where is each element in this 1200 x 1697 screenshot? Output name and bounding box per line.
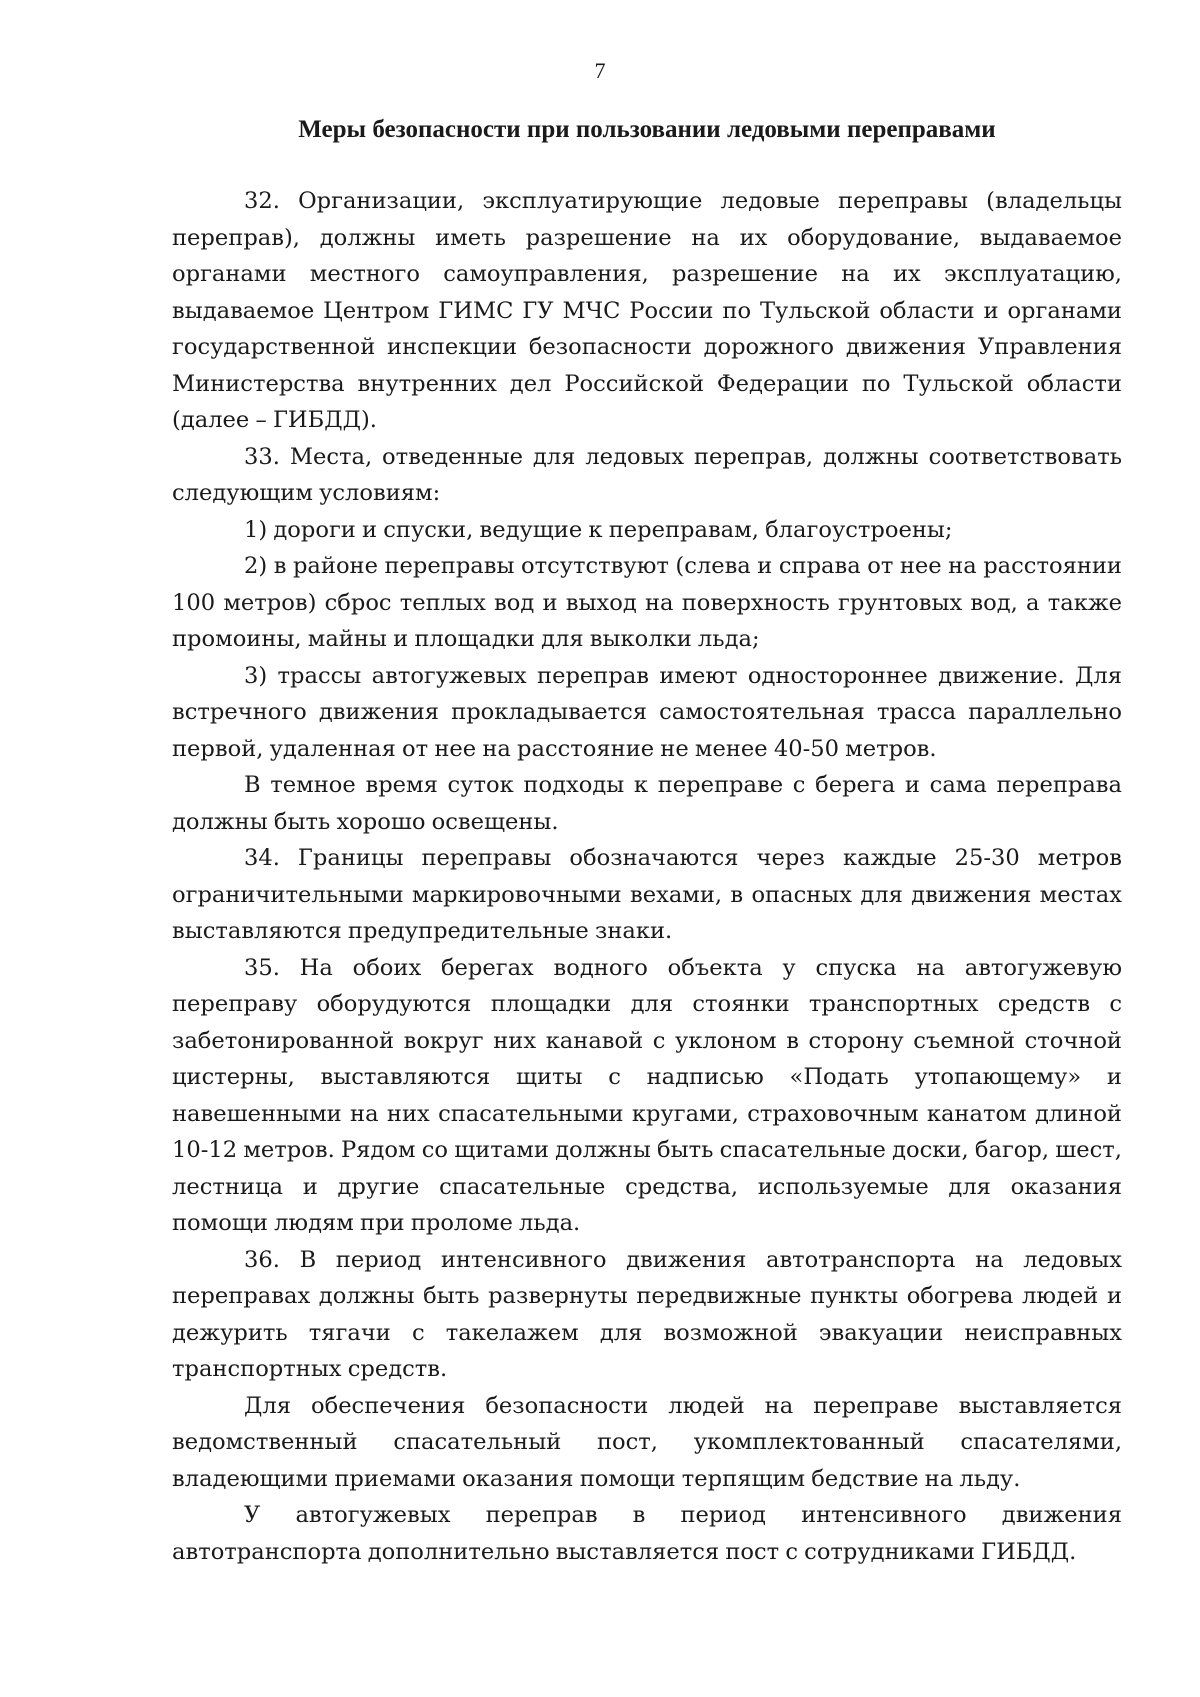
paragraph-rescue-post: Для обеспечения безопасности людей на переправе выставляется ведомственный спасательный пост, укомплектованный спасателями, владеющими приемами оказания помощи терпящим бедствие на льду. bbox=[172, 1392, 1122, 1492]
paragraph-35: 35. На обоих берегах водного объекта у спуска на автогужевую переправу оборудуются площадки для стоянки транспортных средств с забетонированной вокруг них канавой с уклоном в сторону съемной сточной цистерны, выставляются щиты с надписью «Подать утопающему» и навешенными на них спасательными кругами, страховочным канатом длиной 10-12 метров. Рядом со щитами должны быть спасательные доски, багор, шест, лестница и другие спасательные средства, используемые для оказания помощи людям при проломе льда. bbox=[172, 954, 1122, 1236]
document-body bbox=[172, 183, 1122, 1570]
list-item-3: 3) трассы автогужевых переправ имеют одностороннее движение. Для встречного движения прокладывается самостоятельная трасса параллельно первой, удаленная от нее на расстояние не менее 40-50 метров. bbox=[172, 662, 1122, 762]
paragraph-gibdd-post: У автогужевых переправ в период интенсивного движения автотранспорта дополнительно выставляется пост с сотрудниками ГИБДД. bbox=[172, 1502, 1122, 1565]
paragraph-32: 32. Организации, эксплуатирующие ледовые переправы (владельцы переправ), должны иметь разрешение на их оборудование, выдаваемое органами местного самоуправления, разрешение на их эксплуатацию, выдаваемое Центром ГИМС ГУ МЧС России по Тульской области и органами государственной инспекции безопасности дорожного движения Управления Министерства внутренних дел Российской Федерации по Тульской области (далее – ГИБДД). bbox=[172, 188, 1122, 433]
paragraph-lighting: В темное время суток подходы к переправе с берега и сама переправа должны быть хорошо освещены. bbox=[172, 772, 1122, 835]
list-item-1: 1) дороги и спуски, ведущие к переправам, благоустроены; bbox=[244, 516, 953, 543]
paragraph-36: 36. В период интенсивного движения автотранспорта на ледовых переправах должны быть развернуты передвижные пункты обогрева людей и дежурить тягачи с такелажем для возможной эвакуации неисправных транспортных средств. bbox=[172, 1246, 1122, 1382]
paragraph-34: 34. Границы переправы обозначаются через каждые 25-30 метров ограничительными маркировочными вехами, в опасных для движения местах выставляются предупредительные знаки. bbox=[172, 845, 1122, 944]
page-number: 7 bbox=[594, 58, 606, 83]
paragraph-33: 33. Места, отведенные для ледовых переправ, должны соответствовать следующим условиям: bbox=[172, 443, 1122, 506]
list-item-2: 2) в районе переправы отсутствуют (слева и справа от нее на расстоянии 100 метров) сброс теплых вод и выход на поверхность грунтовых вод, а также промоины, майны и площадки для выколки льда; bbox=[172, 553, 1122, 652]
section-title: Меры безопасности при пользовании ледовыми переправами bbox=[298, 116, 996, 143]
